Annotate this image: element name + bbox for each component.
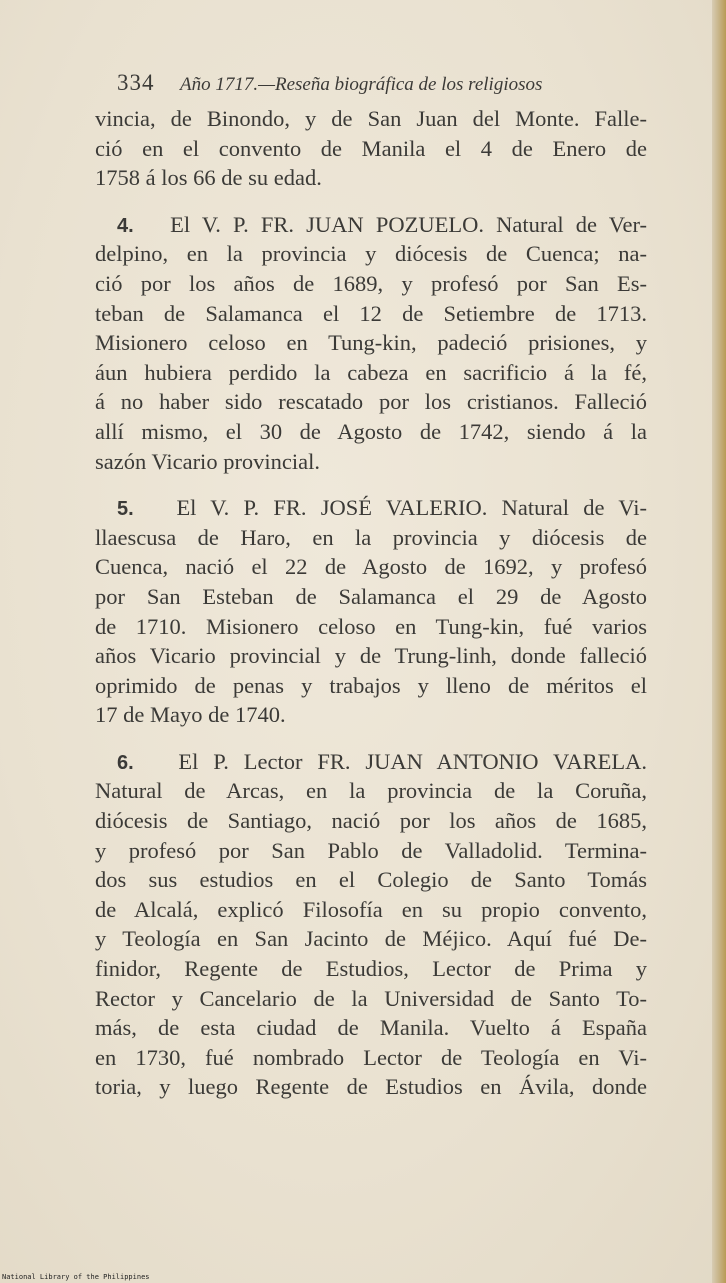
text-line: en 1730, fué nombrado Lector de Teología en Vi- — [95, 1044, 647, 1070]
entry-number: 5. — [117, 498, 134, 521]
entry-number: 4. — [117, 214, 134, 237]
text-line — [95, 210, 647, 240]
paragraph-continuation — [95, 104, 647, 193]
paragraph-entry-5 — [95, 493, 647, 730]
text-line: llaescusa de Haro, en la provincia y diócesis de — [95, 524, 647, 550]
text-line: Cuenca, nació el 22 de Agosto de 1692, y profesó — [95, 554, 647, 580]
text-line: Rector y Cancelario de la Universidad de Santo To- — [95, 985, 647, 1011]
entry-number: 6. — [117, 751, 134, 774]
text-line — [95, 747, 647, 777]
text-line-content: El P. Lector FR. JUAN ANTONIO VARELA. — [178, 748, 647, 774]
text-line: dos sus estudios en el Colegio de Santo Tomás — [95, 867, 647, 893]
page-header — [117, 70, 637, 104]
text-line: á no haber sido rescatado por los cristianos. Falleció — [95, 389, 647, 415]
page-edge — [712, 0, 726, 1283]
text-line: diócesis de Santiago, nació por los años de 1685, — [95, 808, 647, 834]
text-line: ció en el convento de Manila el 4 de Enero de — [95, 135, 647, 161]
text-line: toria, y luego Regente de Estudios en Ávila, donde — [95, 1074, 647, 1100]
text-line: oprimido de penas y trabajos y lleno de méritos el — [95, 672, 647, 698]
text-line: allí mismo, el 30 de Agosto de 1742, siendo á la — [95, 418, 647, 444]
text-line: ció por los años de 1689, y profesó por San Es- — [95, 270, 647, 296]
text-line: y profesó por San Pablo de Valladolid. Termina- — [95, 837, 647, 863]
text-line: de 1710. Misionero celoso en Tung-kin, fué varios — [95, 613, 647, 639]
text-line: años Vicario provincial y de Trung-linh, donde falleció — [95, 643, 647, 669]
text-line: Misionero celoso en Tung-kin, padeció prisiones, y — [95, 330, 647, 356]
running-head: Año 1717.—Reseña biográfica de los religiosos — [180, 74, 543, 95]
library-credit: National Library of the Philippines — [2, 1273, 150, 1281]
text-line-content: El V. P. FR. JOSÉ VALERIO. Natural de Vi- — [176, 495, 647, 521]
paragraph-gap — [95, 193, 647, 210]
paragraph-entry-4 — [95, 210, 647, 476]
text-line: de Alcalá, explicó Filosofía en su propio convento, — [95, 896, 647, 922]
text-line: sazón Vicario provincial. — [95, 448, 321, 474]
text-line: delpino, en la provincia y diócesis de Cuenca; na- — [95, 241, 647, 267]
text-line: finidor, Regente de Estudios, Lector de Prima y — [95, 956, 647, 982]
body-text — [95, 104, 647, 1102]
paragraph-entry-6 — [95, 747, 647, 1102]
text-line: áun hubiera perdido la cabeza en sacrificio á la fé, — [95, 359, 647, 385]
text-line: 1758 á los 66 de su edad. — [95, 165, 322, 191]
text-line: y Teología en San Jacinto de Méjico. Aquí fué De- — [95, 926, 647, 952]
text-line: 17 de Mayo de 1740. — [95, 702, 286, 728]
text-line: Natural de Arcas, en la provincia de la Coruña, — [95, 778, 647, 804]
paragraph-gap — [95, 476, 647, 493]
page-number: 334 — [117, 70, 155, 95]
text-line: vincia, de Binondo, y de San Juan del Monte. Falle- — [95, 106, 647, 131]
text-line: más, de esta ciudad de Manila. Vuelto á España — [95, 1015, 647, 1041]
text-line: por San Esteban de Salamanca el 29 de Agosto — [95, 583, 647, 609]
text-line — [95, 493, 647, 523]
paragraph-gap — [95, 730, 647, 747]
text-line: teban de Salamanca el 12 de Setiembre de 1713. — [95, 300, 647, 326]
text-line-content: El V. P. FR. JUAN POZUELO. Natural de Ver- — [170, 211, 647, 237]
